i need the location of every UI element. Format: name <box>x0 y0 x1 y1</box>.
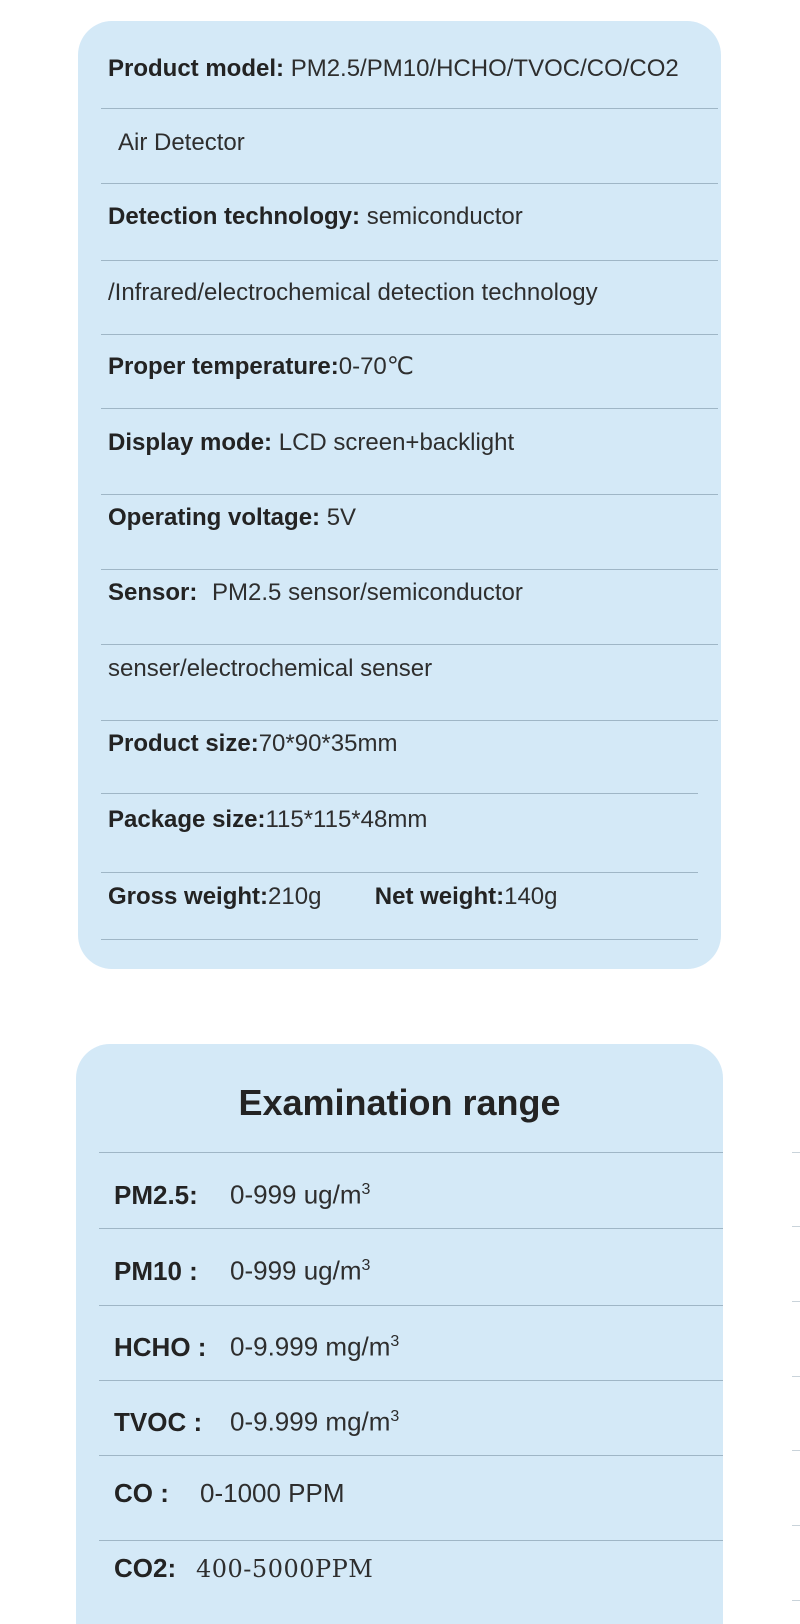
divider <box>101 260 718 261</box>
spec-value: /Infrared/electrochemical detection technology <box>108 279 598 306</box>
range-value: 0-1000 PPM <box>200 1478 345 1508</box>
spec-detection-cont <box>108 278 598 308</box>
range-row-hcho <box>114 1326 399 1363</box>
range-value: 0-9.999 mg/m <box>230 1406 391 1437</box>
range-label: PM2.5: <box>114 1179 198 1210</box>
spec-product-size <box>108 729 397 759</box>
range-row-pm10 <box>114 1250 370 1287</box>
spec-label: Net weight: <box>374 883 505 910</box>
divider <box>99 1228 723 1229</box>
spec-label: Gross weight: <box>108 883 269 910</box>
range-label: CO2: <box>114 1553 177 1583</box>
spec-detection-technology <box>108 202 523 232</box>
range-label: CO : <box>114 1478 169 1508</box>
range-label: HCHO : <box>114 1331 207 1362</box>
spec-value: 70*90*35mm <box>258 730 398 757</box>
range-row-tvoc <box>114 1401 399 1438</box>
edge-tick <box>792 1600 800 1601</box>
spec-value: 140g <box>504 883 558 910</box>
divider <box>101 939 698 940</box>
divider <box>101 183 718 184</box>
examination-range-card <box>76 1044 723 1624</box>
specifications-card <box>78 21 721 969</box>
range-unit-superscript: 3 <box>361 1181 371 1198</box>
spec-label: Proper temperature: <box>108 353 339 380</box>
spec-label: Package size: <box>108 806 266 833</box>
spec-value: Air Detector <box>118 129 245 156</box>
spec-label: Product size: <box>108 730 259 757</box>
divider <box>99 1540 723 1541</box>
divider <box>101 334 718 335</box>
range-value: 0-999 ug/m <box>230 1255 362 1286</box>
spec-product-model <box>108 54 679 84</box>
divider <box>99 1380 723 1381</box>
spec-product-model-cont <box>118 128 245 158</box>
divider <box>101 569 718 570</box>
range-row-co <box>114 1477 345 1509</box>
divider <box>101 793 698 794</box>
spec-proper-temperature <box>108 352 414 382</box>
spec-label: Operating voltage: <box>108 504 321 531</box>
spec-value: PM2.5 sensor/semiconductor <box>212 579 523 606</box>
spec-label: Detection technology: <box>108 203 361 230</box>
divider <box>99 1305 723 1306</box>
range-unit-superscript: 3 <box>390 1408 400 1425</box>
spec-label: Product model: <box>108 55 285 82</box>
edge-tick <box>792 1376 800 1377</box>
divider <box>99 1152 723 1153</box>
spec-operating-voltage <box>108 503 356 533</box>
spec-value: 0-70℃ <box>338 353 414 380</box>
spec-value: 5V <box>326 504 357 531</box>
divider <box>101 494 718 495</box>
edge-tick <box>792 1301 800 1302</box>
range-value: 0-9.999 mg/m <box>230 1331 391 1362</box>
range-label: TVOC : <box>114 1406 203 1437</box>
divider <box>99 1455 723 1456</box>
range-value: 400-5000PPM <box>196 1555 374 1583</box>
divider <box>101 720 718 721</box>
divider <box>101 108 718 109</box>
spec-sensor <box>108 578 523 608</box>
spec-value: semiconductor <box>366 203 523 230</box>
range-row-pm25 <box>114 1174 370 1211</box>
range-unit-superscript: 3 <box>390 1333 400 1350</box>
spec-value: 115*115*48mm <box>265 806 428 833</box>
spec-value: LCD screen+backlight <box>278 429 515 456</box>
divider <box>101 644 718 645</box>
spec-weights <box>108 882 557 912</box>
spec-label: Display mode: <box>108 429 273 456</box>
section-title: Examination range <box>238 1082 561 1123</box>
spec-value: 210g <box>268 883 322 910</box>
divider <box>101 408 718 409</box>
spec-display-mode <box>108 428 514 458</box>
spec-value: senser/electrochemical senser <box>108 655 433 682</box>
spec-value: PM2.5/PM10/HCHO/TVOC/CO/CO2 <box>290 55 679 82</box>
edge-tick <box>792 1450 800 1451</box>
range-row-co2 <box>114 1552 373 1585</box>
edge-tick <box>792 1525 800 1526</box>
spec-label: Sensor: <box>108 579 198 606</box>
edge-tick <box>792 1226 800 1227</box>
edge-tick <box>792 1152 800 1153</box>
spec-sensor-cont <box>108 654 432 684</box>
spec-package-size <box>108 805 427 835</box>
divider <box>101 872 698 873</box>
range-value: 0-999 ug/m <box>230 1179 362 1210</box>
range-unit-superscript: 3 <box>361 1257 371 1274</box>
range-label: PM10 : <box>114 1255 198 1286</box>
